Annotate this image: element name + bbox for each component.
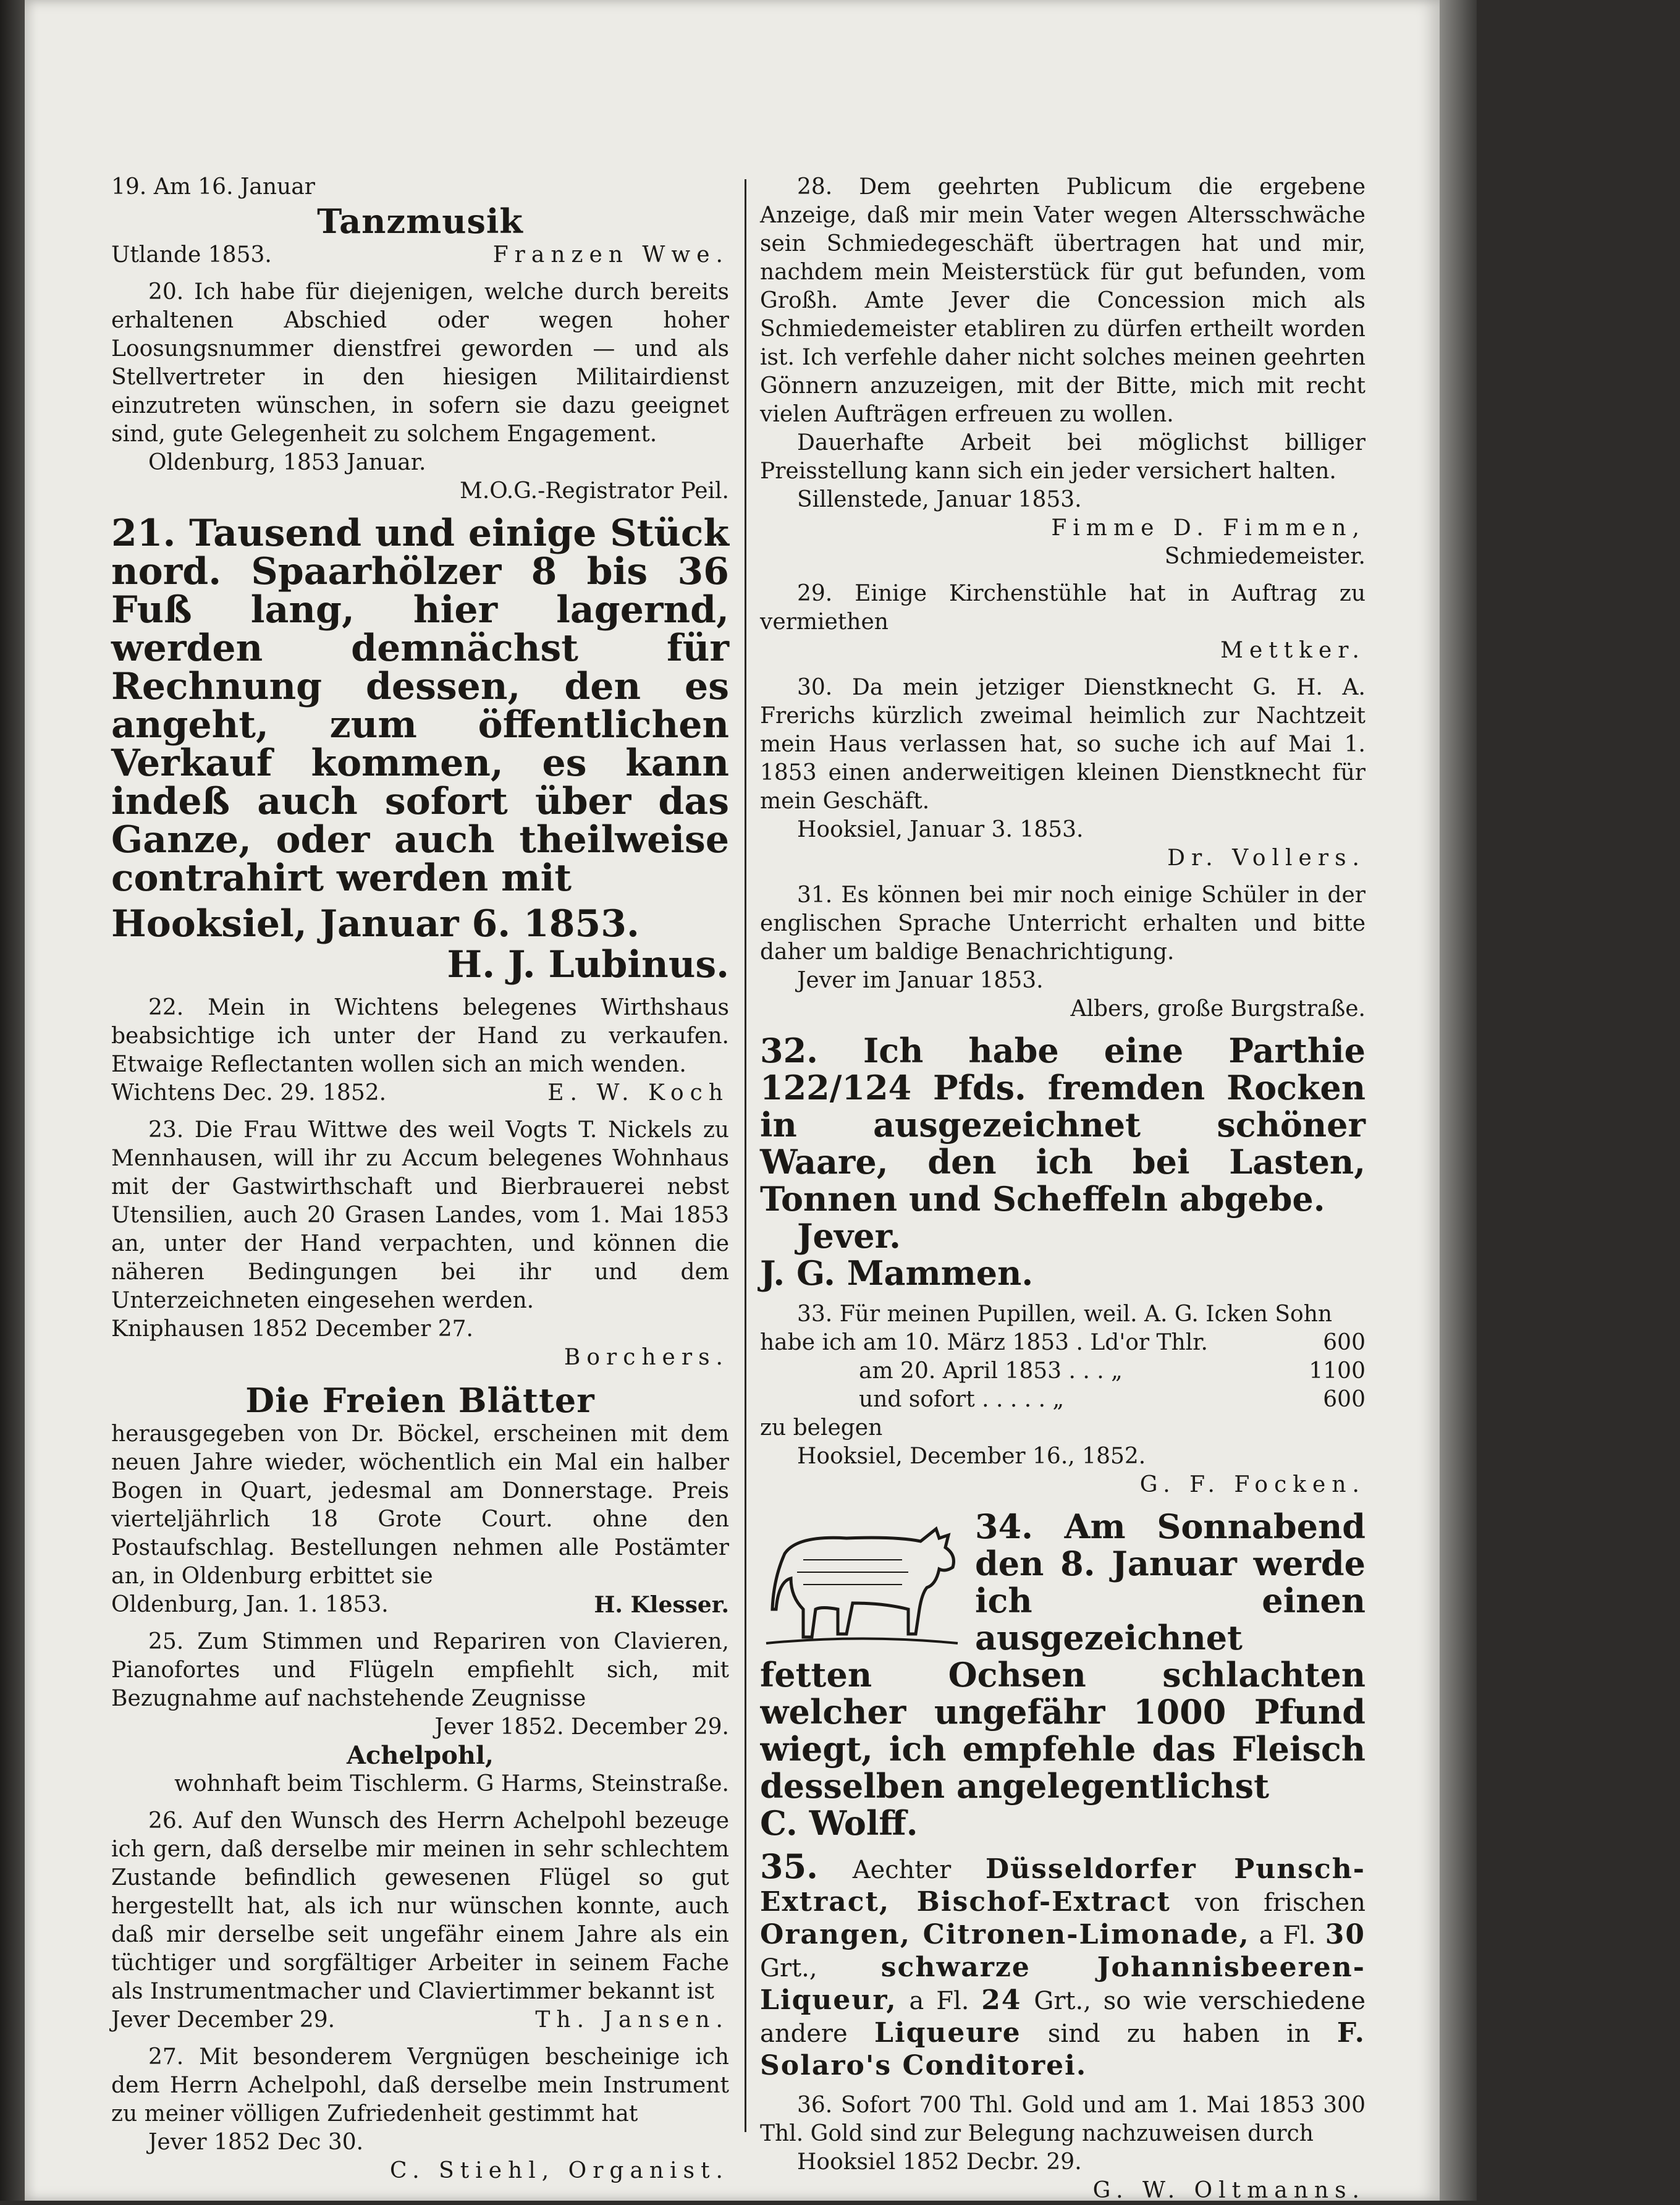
ad-35 <box>760 1847 1366 2083</box>
ad-20-text: 20. Ich habe für diejenigen, welche durch bereits erhaltenen Abschied oder wegen hoher Loosungsnummer dienstfrei geworden — und als Stellvertreter in den hiesigen Militairdienst einzutreten wünschen, in sofern sie dazu geeignet sind, gute Gelegenheit zu solchem Engagement. <box>111 279 729 447</box>
ad-35-bold-1: Düsseldorfer Punsch-Extract, Bischof-Extract <box>760 1853 1366 1918</box>
left-column <box>111 173 729 2185</box>
ad-27-text: 27. Mit besonderem Vergnügen bescheinige ich dem Herrn Achelpohl, daß derselbe mein Instrument zu meiner völligen Zufriedenheit gestimmt hat <box>111 2044 729 2127</box>
ad-36-place: Hooksiel 1852 Decbr. 29. <box>797 2149 1082 2175</box>
ad-25-name: Achelpohl, <box>347 1741 494 1770</box>
ad-36-text: 36. Sofort 700 Thl. Gold und am 1. Mai 1853 300 Thl. Gold sind zur Belegung nachzuweisen durch <box>760 2093 1366 2146</box>
ad-19-line: 19. Am 16. Januar <box>111 174 315 200</box>
ad-28-text: 28. Dem geehrten Publicum die ergebene Anzeige, daß mir mein Vater wegen Altersschwäche sein Schmiedegeschäft übertragen hat und mir, nachdem mein Meisterstück für gut befunden, vom Großh. Amte Jever die Concession mich als Schmiedemeister etabliren zu dürfen ertheilt worden ist. Ich verfehle daher nicht solches meinen geehrten Gönnern anzuzeigen, mit der Bitte, mich mit recht vielen Aufträgen erfreuen zu wollen. <box>760 174 1366 427</box>
ad-22-place: Wichtens Dec. 29. 1852. <box>111 1080 387 1106</box>
ox-illustration-icon <box>760 1510 964 1653</box>
ad-32-signature: J. G. Mammen. <box>760 1253 1034 1293</box>
ad-35-bold-6: Liqueure <box>874 2017 1021 2049</box>
ad-33-row-1-value: 600 <box>1323 1330 1366 1355</box>
ad-33-line2: zu belegen <box>760 1415 883 1441</box>
ad-27-signature: C. Stiehl, Organist. <box>390 2158 729 2183</box>
column-divider <box>745 179 746 2132</box>
ad-29-signature: Mettker. <box>1220 638 1366 663</box>
ad-26-footer <box>111 2006 729 2034</box>
ad-24-place: Oldenburg, Jan. 1. 1853. <box>111 1592 389 1617</box>
ad-30-place: Hooksiel, Januar 3. 1853. <box>797 817 1084 842</box>
ad-33-row-3-value: 600 <box>1323 1387 1366 1412</box>
ad-22-footer <box>111 1079 729 1107</box>
ad-32-text: 32. Ich habe eine Parthie 122/124 Pfds. fremden Rocken in ausgezeichnet schöner Waare, den ich bei Lasten, Tonnen und Scheffeln abgebe. <box>760 1031 1366 1219</box>
ad-23-text: 23. Die Frau Wittwe des weil Vogts T. Nickels zu Mennhausen, will ihr zu Accum belegenes Wohnhaus mit der Gastwirthschaft und Bierbrauerei nebst Utensilien, auch 20 Grasen Landes, vom 1. Mai 1853 an, unter der Hand verpachten, und können die näheren Bedingungen bei ihr und dem Unterzeichneten eingesehen werden. <box>111 1117 729 1313</box>
ad-26-signature: Th. Jansen. <box>535 2007 729 2033</box>
ad-19-title: Tanzmusik <box>317 201 523 241</box>
ad-24-title: Die Freien Blätter <box>245 1381 595 1420</box>
ad-27-place: Jever 1852 Dec 30. <box>148 2130 364 2155</box>
ad-32-place: Jever. <box>797 1216 901 1256</box>
ad-26-place: Jever December 29. <box>111 2007 336 2033</box>
ad-22-signature: E. W. Koch <box>547 1080 729 1106</box>
ad-24-footer <box>111 1591 729 1619</box>
ad-25-address: wohnhaft beim Tischlerm. G Harms, Steinstraße. <box>174 1771 729 1797</box>
ad-20-place: Oldenburg, 1853 Januar. <box>148 450 426 475</box>
ad-35-text-7: sind zu haben in <box>1047 2020 1311 2048</box>
ad-25-text: 25. Zum Stimmen und Repariren von Clavieren, Pianofortes und Flügeln empfiehlt sich, mit Bezugnahme auf nachstehende Zeugnisse <box>111 1629 729 1711</box>
ad-34-text: 34. Am Sonnabend den 8. Januar werde ich einen ausgezeichnet fetten Ochsen schlachten welcher ungefähr 1000 Pfund wiegt, ich empfehle das Fleisch desselben angelegentlichst <box>760 1508 1366 1806</box>
ad-34 <box>760 1508 1366 1842</box>
ad-30-signature: Dr. Vollers. <box>1167 845 1366 871</box>
ad-19-place: Utlande 1853. <box>111 242 272 268</box>
ad-21-place: Hooksiel, Januar 6. 1853. <box>111 902 639 946</box>
ad-23-place: Kniphausen 1852 December 27. <box>111 1316 473 1342</box>
ad-33-row-1-label: habe ich am 10. März 1853 . Ld'or Thlr. <box>760 1330 1208 1355</box>
ad-33-line1: 33. Für meinen Pupillen, weil. A. G. Icken Sohn <box>797 1301 1333 1327</box>
ad-33-row-2-value: 1100 <box>1309 1358 1366 1384</box>
ad-33-row-1 <box>760 1329 1366 1357</box>
ad-28-signature: Fimme D. Fimmen, <box>1051 515 1366 541</box>
ad-25-date: Jever 1852. December 29. <box>434 1714 729 1740</box>
ad-31-text: 31. Es können bei mir noch einige Schüler in der englischen Sprache Unterricht erhalten und bitte daher um baldige Benachrichtigung. <box>760 882 1366 965</box>
ad-35-signature: F. Solaro's Conditorei. <box>760 2017 1366 2081</box>
ad-33-row-3-label: und sofort . . . . . „ <box>859 1387 1065 1412</box>
ad-24-signature: H. Klesser. <box>594 1592 729 1618</box>
ad-28-role: Schmiedemeister. <box>1164 544 1366 569</box>
ad-35-text-2: von frischen <box>1194 1889 1366 1917</box>
ad-19-footer <box>111 241 729 269</box>
ad-35-bold-4: schwarze Johannisbeeren-Liqueur, <box>760 1952 1366 2016</box>
ad-35-bold-5: 24 <box>981 1984 1022 2016</box>
ad-36-signature: G. W. Oltmanns. <box>1092 2178 1366 2203</box>
ad-33-row-2-label: am 20. April 1853 . . . „ <box>859 1358 1123 1384</box>
ad-34-signature: C. Wolff. <box>760 1803 918 1842</box>
ad-33-signature: G. F. Focken. <box>1139 1472 1366 1497</box>
ad-29-text: 29. Einige Kirchenstühle hat in Auftrag zu vermiethen <box>760 581 1366 635</box>
ad-30-text: 30. Da mein jetziger Dienstknecht G. H. A. Frerichs kürzlich zweimal heimlich zur Nachtzeit mein Haus verlassen hat, so suche ich auf Mai 1. 1853 einen anderweitigen kleinen Dienstknecht für mein Geschäft. <box>760 675 1366 814</box>
ad-26-text: 26. Auf den Wunsch des Herrn Achelpohl bezeuge ich gern, daß derselbe mir meinen in sehr schlechtem Zustande befindlich gewesenen Flügel so gut hergestellt hat, als ich nur wünschen konnte, auch daß mir derselbe seit ungefähr einem Jahre als ein tüchtiger und sorgfältiger Arbeiter in seinem Fache als Instrumentmacher und Claviertimmer bekannt ist <box>111 1808 729 2004</box>
ad-21-text: 21. Tausend und einige Stück nord. Spaarhölzer 8 bis 36 Fuß lang, hier lagernd, werden demnächst für Rechnung dessen, den es angeht, zum öffentlichen Verkauf kommen, es kann indeß auch sofort über das Ganze, oder auch theilweise contrahirt werden mit <box>111 512 729 900</box>
ad-35-bold-3: 30 <box>1325 1919 1366 1950</box>
ad-19-signature: Franzen Wwe. <box>492 242 729 268</box>
page-edge <box>1440 0 1477 2201</box>
ad-28-text2: Dauerhafte Arbeit bei möglichst billiger Preisstellung kann sich ein jeder versichert halten. <box>760 430 1366 484</box>
ad-28-place: Sillenstede, Januar 1853. <box>797 487 1082 512</box>
ad-35-number: 35. <box>760 1847 818 1886</box>
ad-33-row-3 <box>760 1386 1366 1414</box>
ad-33-row-2 <box>760 1357 1366 1386</box>
ad-35-text-4: Grt., <box>760 1954 817 1983</box>
ad-35-text-6: Grt., so wie verschiedene andere <box>760 1987 1366 2048</box>
ad-23-signature: Borchers. <box>564 1345 729 1370</box>
book-binding <box>0 0 25 2201</box>
ad-21-signature: H. J. Lubinus. <box>447 943 729 986</box>
ad-24-text: herausgegeben von Dr. Böckel, erscheinen mit dem neuen Jahre wieder, wöchentlich ein Mal ein halber Bogen in Quart, jedesmal am Donnerstage. Preis vierteljährlich 18 Grote Court. ohne den Postaufschlag. Bestellungen nehmen alle Postämter an, in Oldenburg erbittet sie <box>111 1421 729 1589</box>
right-column <box>760 173 1366 2205</box>
ad-20-signature: M.O.G.-Registrator Peil. <box>460 478 729 504</box>
ad-22-text: 22. Mein in Wichtens belegenes Wirthshaus beabsichtige ich unter der Hand zu verkaufen. Etwaige Reflectanten wollen sich an mich wenden. <box>111 995 729 1077</box>
ad-35-text-3: a Fl. <box>1259 1921 1316 1950</box>
ad-35-text-5: a Fl. <box>909 1987 969 2015</box>
ad-35-bold-2: Orangen, Citronen-Limonade, <box>760 1919 1250 1950</box>
ad-35-text-1: Aechter <box>852 1856 952 1884</box>
ad-31-place: Jever im Januar 1853. <box>797 968 1044 993</box>
ad-33-place: Hooksiel, December 16., 1852. <box>797 1444 1146 1469</box>
ad-31-signature: Albers, große Burgstraße. <box>1070 996 1366 1022</box>
